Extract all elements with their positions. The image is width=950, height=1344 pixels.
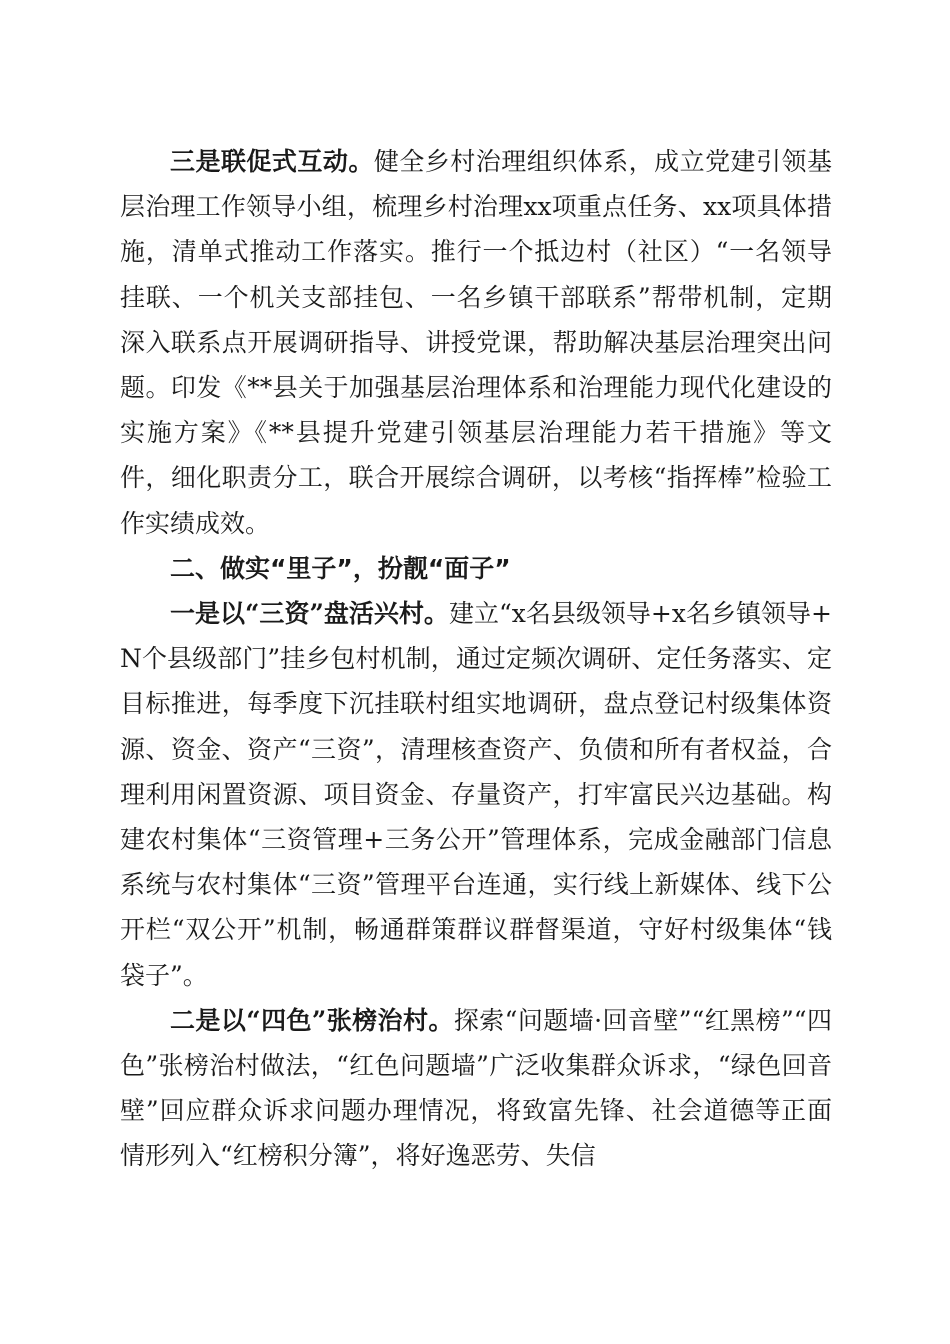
document-body	[120, 139, 832, 1179]
paragraph-lianchu	[120, 139, 832, 546]
paragraph-text: 探索“问题墙·回音壁”“红黑榜”“四色”张榜治村做法，“红色问题墙”广泛收集群众诉求，“绿色回音壁”回应群众诉求问题办理情况，将致富先锋、社会道德等正面情形列入“红榜积分簿”，将好逸恶劳、失信	[120, 1005, 832, 1171]
paragraph-lead: 一是以“三资”盘活兴村。	[170, 599, 449, 629]
paragraph-text: 建立“x名县级领导+x名乡镇领导+N个县级部门”挂乡包村机制，通过定频次调研、定任务落实、定目标推进，每季度下沉挂联村组实地调研，盘点登记村级集体资源、资金、资产“三资”，清理核查资产、负债和所有者权益，合理利用闲置资源、项目资金、存量资产，打牢富民兴边基础。构建农村集体“三资管理+三务公开”管理体系，完成金融部门信息系统与农村集体“三资”管理平台连通，实行线上新媒体、线下公开栏“双公开”机制，畅通群策群议群督渠道，守好村级集体“钱袋子”。	[120, 599, 833, 990]
paragraph-lead: 三是联促式互动。	[170, 147, 374, 176]
paragraph-sanzi	[120, 591, 832, 998]
paragraph-lead: 二是以“四色”张榜治村。	[170, 1005, 454, 1035]
section-heading: 二、做实“里子”，扮靓“面子”	[170, 553, 511, 583]
paragraph-sise	[120, 998, 832, 1179]
paragraph-text: 健全乡村治理组织体系，成立党建引领基层治理工作领导小组，梳理乡村治理xx项重点任务、xx项具体措施，清单式推动工作落实。推行一个抵边村（社区）“一名领导挂联、一个机关支部挂包、一名乡镇干部联系”帮带机制，定期深入联系点开展调研指导、讲授党课，帮助解决基层治理突出问题。印发《**县关于加强基层治理体系和治理能力现代化建设的实施方案》《**县提升党建引领基层治理能力若干措施》等文件，细化职责分工，联合开展综合调研，以考核“指挥棒”检验工作实绩成效。	[120, 147, 832, 538]
